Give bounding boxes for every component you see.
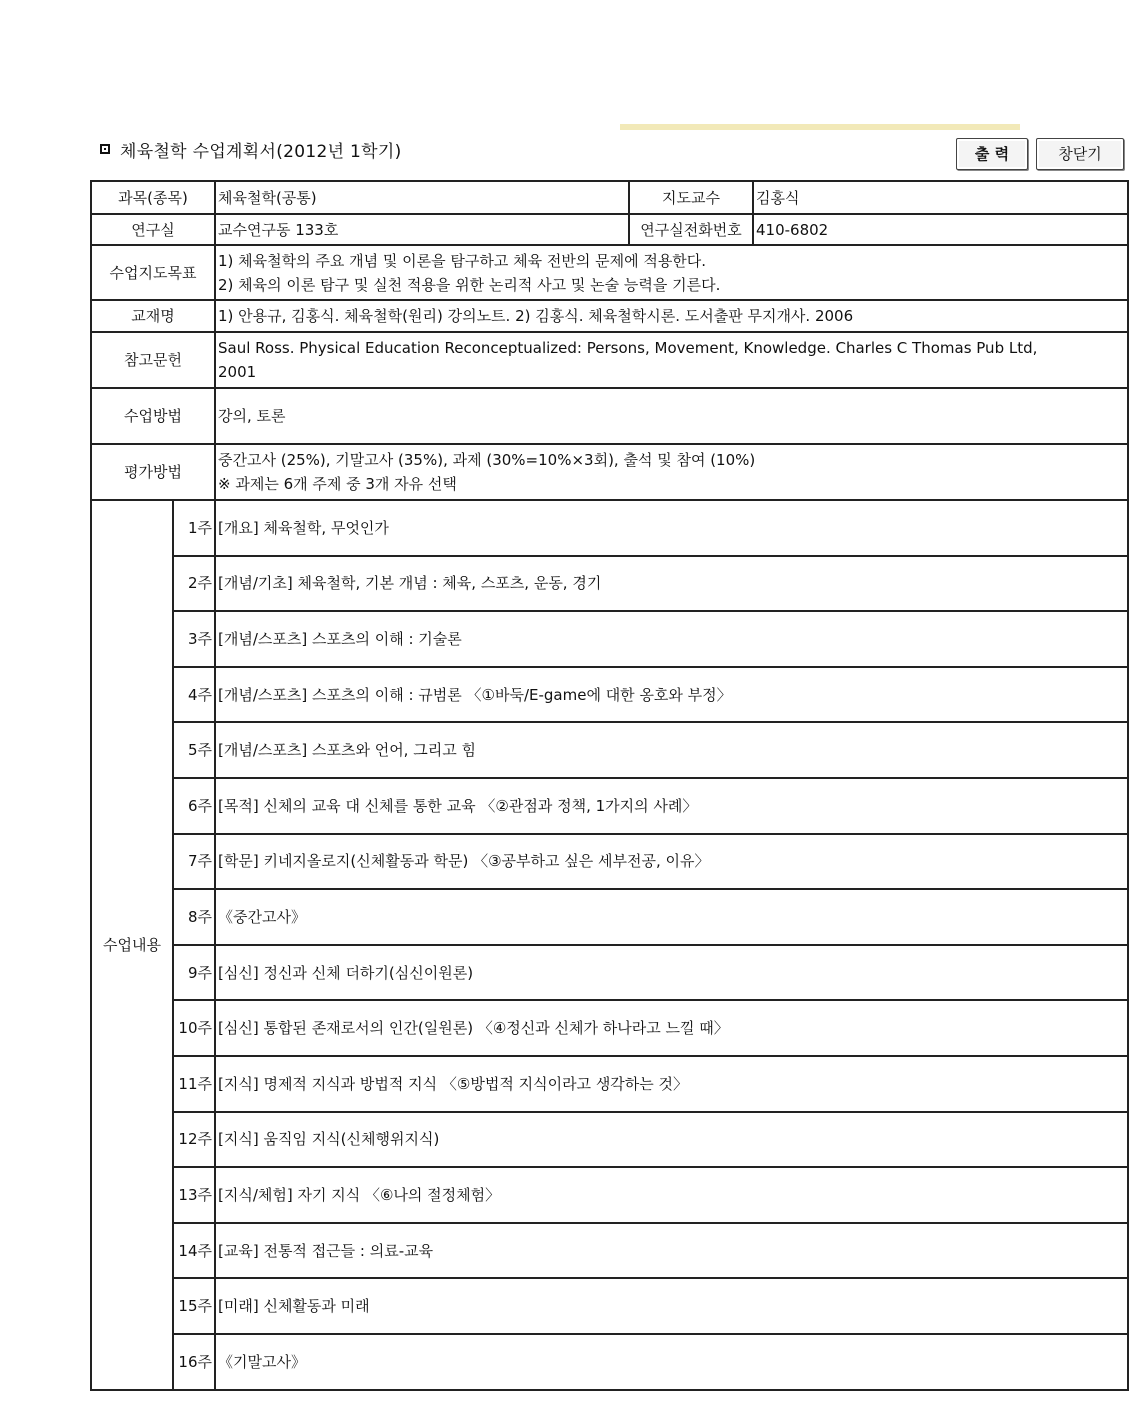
goal-value	[215, 245, 1128, 300]
phone-label: 연구실전화번호	[629, 214, 753, 245]
week-number: 15주	[173, 1278, 215, 1334]
print-button[interactable]: 출 력	[956, 138, 1028, 170]
week-content: [개념/스포츠] 스포츠의 이해 : 기술론	[215, 611, 1128, 667]
schedule-row	[91, 1223, 1128, 1279]
syllabus-table	[90, 180, 1129, 1391]
week-number: 6주	[173, 778, 215, 834]
method-label: 수업방법	[91, 388, 215, 444]
week-number: 8주	[173, 889, 215, 945]
schedule-row	[91, 500, 1128, 556]
schedule-row	[91, 1112, 1128, 1168]
schedule-row	[91, 1167, 1128, 1223]
week-number: 4주	[173, 667, 215, 723]
schedule-row	[91, 945, 1128, 1001]
schedule-row	[91, 889, 1128, 945]
week-content: [미래] 신체활동과 미래	[215, 1278, 1128, 1334]
goal-line-2: 2) 체육의 이론 탐구 및 실천 적용을 위한 논리적 사고 및 논술 능력을 기른다.	[218, 275, 721, 294]
week-content: [개념/기초] 체육철학, 기본 개념 : 체육, 스포츠, 운동, 경기	[215, 556, 1128, 612]
evaluation-value	[215, 444, 1128, 500]
week-content: [지식] 움직임 지식(신체행위지식)	[215, 1112, 1128, 1168]
professor-value: 김홍식	[753, 181, 1128, 214]
week-content: [개요] 체육철학, 무엇인가	[215, 500, 1128, 556]
page-header	[100, 132, 402, 166]
week-content: 《중간고사》	[215, 889, 1128, 945]
week-number: 14주	[173, 1223, 215, 1279]
textbook-value: 1) 안용규, 김홍식. 체육철학(원리) 강의노트. 2) 김홍식. 체육철학시론. 도서출판 무지개사. 2006	[215, 300, 1128, 332]
professor-label: 지도교수	[629, 181, 753, 214]
week-content: [개념/스포츠] 스포츠와 언어, 그리고 힘	[215, 722, 1128, 778]
schedule-row	[91, 778, 1128, 834]
close-window-button[interactable]: 창닫기	[1036, 138, 1124, 170]
textbook-label: 교재명	[91, 300, 215, 332]
square-bullet-icon	[100, 144, 110, 154]
week-content: 《기말고사》	[215, 1334, 1128, 1390]
phone-value: 410-6802	[753, 214, 1128, 245]
week-number: 10주	[173, 1000, 215, 1056]
week-number: 7주	[173, 834, 215, 890]
evaluation-label: 평가방법	[91, 444, 215, 500]
method-value: 강의, 토론	[215, 388, 1128, 444]
week-number: 9주	[173, 945, 215, 1001]
schedule-row	[91, 722, 1128, 778]
office-label: 연구실	[91, 214, 215, 245]
week-number: 13주	[173, 1167, 215, 1223]
week-content: [심신] 통합된 존재로서의 인간(일원론) 〈④정신과 신체가 하나라고 느낄 때〉	[215, 1000, 1128, 1056]
schedule-row	[91, 1334, 1128, 1390]
week-content: [목적] 신체의 교육 대 신체를 통한 교육 〈②관점과 정책, 1가지의 사례〉	[215, 778, 1128, 834]
schedule-row	[91, 1056, 1128, 1112]
reference-line-1: Saul Ross. Physical Education Reconceptualized: Persons, Movement, Knowledge. Charles C Thomas Pub Ltd,	[218, 339, 1038, 357]
office-value: 교수연구동 133호	[215, 214, 629, 245]
goal-line-1: 1) 체육철학의 주요 개념 및 이론을 탐구하고 체육 전반의 문제에 적용한다.	[218, 251, 707, 270]
week-number: 1주	[173, 500, 215, 556]
week-number: 16주	[173, 1334, 215, 1390]
week-number: 5주	[173, 722, 215, 778]
evaluation-line-1: 중간고사 (25%), 기말고사 (35%), 과제 (30%=10%×3회), 출석 및 참여 (10%)	[218, 451, 756, 469]
week-number: 11주	[173, 1056, 215, 1112]
schedule-row	[91, 556, 1128, 612]
reference-line-2: 2001	[218, 363, 257, 381]
reference-label: 참고문헌	[91, 332, 215, 388]
page-title: 체육철학 수업계획서(2012년 1학기)	[120, 141, 402, 162]
evaluation-line-2: ※ 과제는 6개 주제 중 3개 자유 선택	[218, 475, 457, 493]
schedule-row	[91, 611, 1128, 667]
schedule-row	[91, 1000, 1128, 1056]
schedule-label: 수업내용	[91, 500, 173, 1390]
week-content: [학문] 키네지올로지(신체활동과 학문) 〈③공부하고 싶은 세부전공, 이유〉	[215, 834, 1128, 890]
week-number: 2주	[173, 556, 215, 612]
week-content: [심신] 정신과 신체 더하기(심신이원론)	[215, 945, 1128, 1001]
schedule-row	[91, 667, 1128, 723]
week-number: 3주	[173, 611, 215, 667]
goal-label: 수업지도목표	[91, 245, 215, 300]
week-content: [개념/스포츠] 스포츠의 이해 : 규범론 〈①바둑/E-game에 대한 옹호와 부정〉	[215, 667, 1128, 723]
week-content: [교육] 전통적 접근들 : 의료-교육	[215, 1223, 1128, 1279]
week-content: [지식] 명제적 지식과 방법적 지식 〈⑤방법적 지식이라고 생각하는 것〉	[215, 1056, 1128, 1112]
schedule-section	[91, 500, 1128, 1390]
subject-value: 체육철학(공통)	[215, 181, 629, 214]
decorative-bar	[620, 124, 1020, 130]
subject-label: 과목(종목)	[91, 181, 215, 214]
week-number: 12주	[173, 1112, 215, 1168]
week-content: [지식/체험] 자기 지식 〈⑥나의 절정체험〉	[215, 1167, 1128, 1223]
schedule-row	[91, 1278, 1128, 1334]
reference-value	[215, 332, 1128, 388]
schedule-row	[91, 834, 1128, 890]
